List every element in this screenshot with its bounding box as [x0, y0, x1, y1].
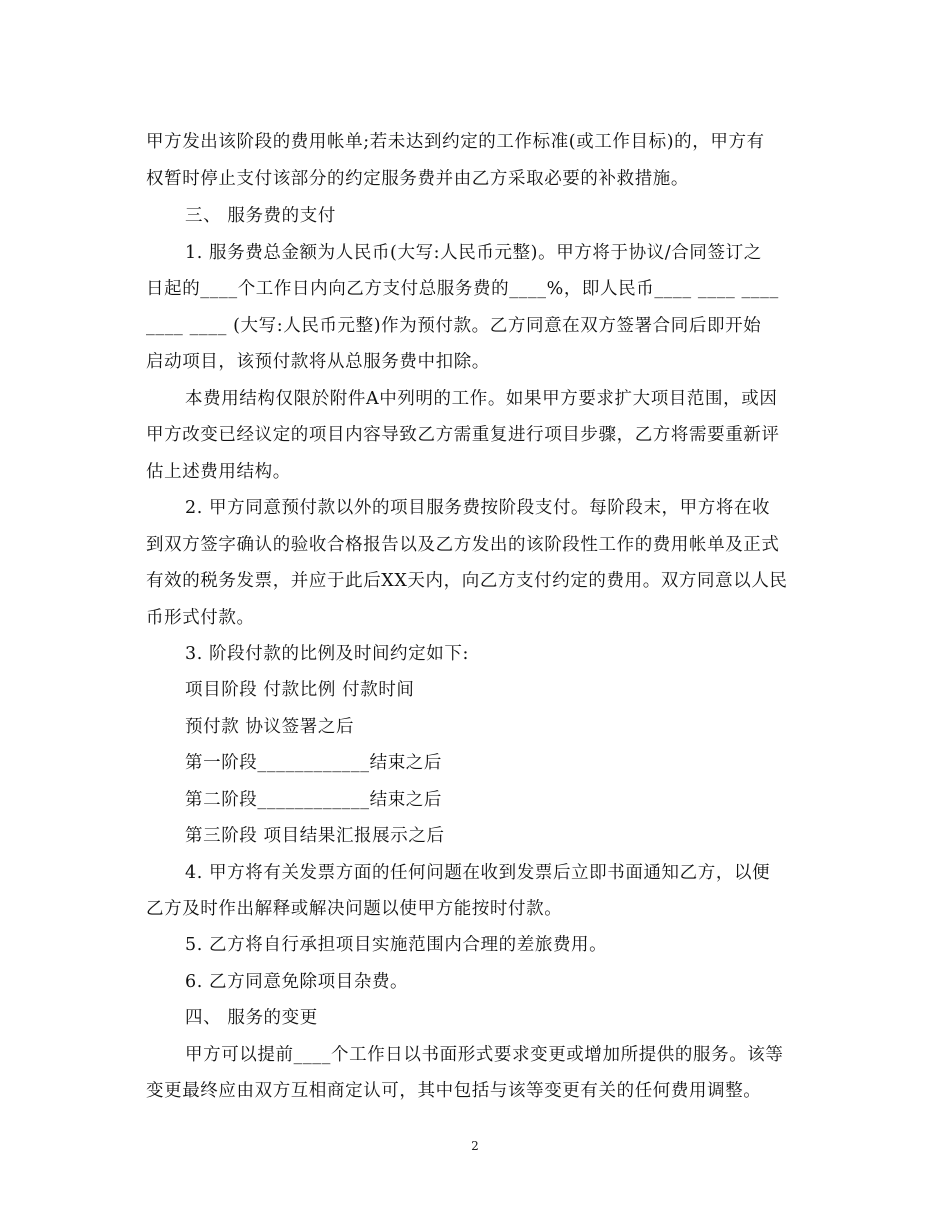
payment-table-row: 第二阶段____________结束之后	[185, 790, 442, 810]
payment-table-row: 第三阶段 项目结果汇报展示之后	[185, 826, 445, 846]
section-heading: 三、 服务费的支付	[185, 206, 336, 226]
paragraph-line: 5. 乙方将自行承担项目实施范围内合理的差旅费用。	[185, 935, 608, 955]
paragraph-line: 币形式付款。	[146, 608, 255, 628]
paragraph-line: 变更最终应由双方互相商定认可，其中包括与该等变更有关的任何费用调整。	[146, 1081, 762, 1101]
payment-table-header: 项目阶段 付款比例 付款时间	[185, 680, 415, 700]
payment-table-row: 第一阶段____________结束之后	[185, 753, 442, 773]
paragraph-line: 估上述费用结构。	[146, 462, 291, 482]
paragraph-line: 甲方发出该阶段的费用帐单;若未达到约定的工作标准(或工作目标)的，甲方有	[146, 132, 765, 152]
paragraph-line: 到双方签字确认的验收合格报告以及乙方发出的该阶段性工作的费用帐单及正式	[146, 535, 780, 555]
paragraph-line: 启动项目，该预付款将从总服务费中扣除。	[146, 352, 490, 372]
payment-table-row: 预付款 协议签署之后	[185, 717, 355, 737]
paragraph-line: 3. 阶段付款的比例及时间约定如下:	[185, 644, 469, 664]
paragraph-line: 6. 乙方同意免除项目杂费。	[185, 972, 409, 992]
page-number: 2	[471, 1139, 479, 1153]
paragraph-line: 有效的税务发票，并应于此后XX天内，向乙方支付约定的费用。双方同意以人民	[146, 571, 788, 591]
section-heading: 四、 服务的变更	[185, 1008, 318, 1028]
paragraph-line: 甲方可以提前____个工作日以书面形式要求变更或增加所提供的服务。该等	[185, 1045, 784, 1065]
paragraph-line: 日起的____个工作日内向乙方支付总服务费的____%，即人民币____ ____ ____	[146, 279, 779, 299]
paragraph-line: ____ ____ (大写:人民币元整)作为预付款。乙方同意在双方签署合同后即开始	[146, 316, 762, 336]
paragraph-line: 本费用结构仅限於附件A中列明的工作。如果甲方要求扩大项目范围，或因	[185, 389, 778, 409]
paragraph-line: 1. 服务费总金额为人民币(大写:人民币元整)。甲方将于协议/合同签订之	[185, 243, 762, 263]
paragraph-line: 权暂时停止支付该部分的约定服务费并由乙方采取必要的补救措施。	[146, 169, 689, 189]
paragraph-line: 乙方及时作出解释或解决问题以使甲方能按时付款。	[146, 899, 563, 919]
paragraph-line: 2. 甲方同意预付款以外的项目服务费按阶段支付。每阶段末，甲方将在收	[185, 498, 771, 518]
paragraph-line: 4. 甲方将有关发票方面的任何问题在收到发票后立即书面通知乙方，以便	[185, 863, 771, 883]
paragraph-line: 甲方改变已经议定的项目内容导致乙方需重复进行项目步骤，乙方将需要重新评	[146, 425, 780, 445]
